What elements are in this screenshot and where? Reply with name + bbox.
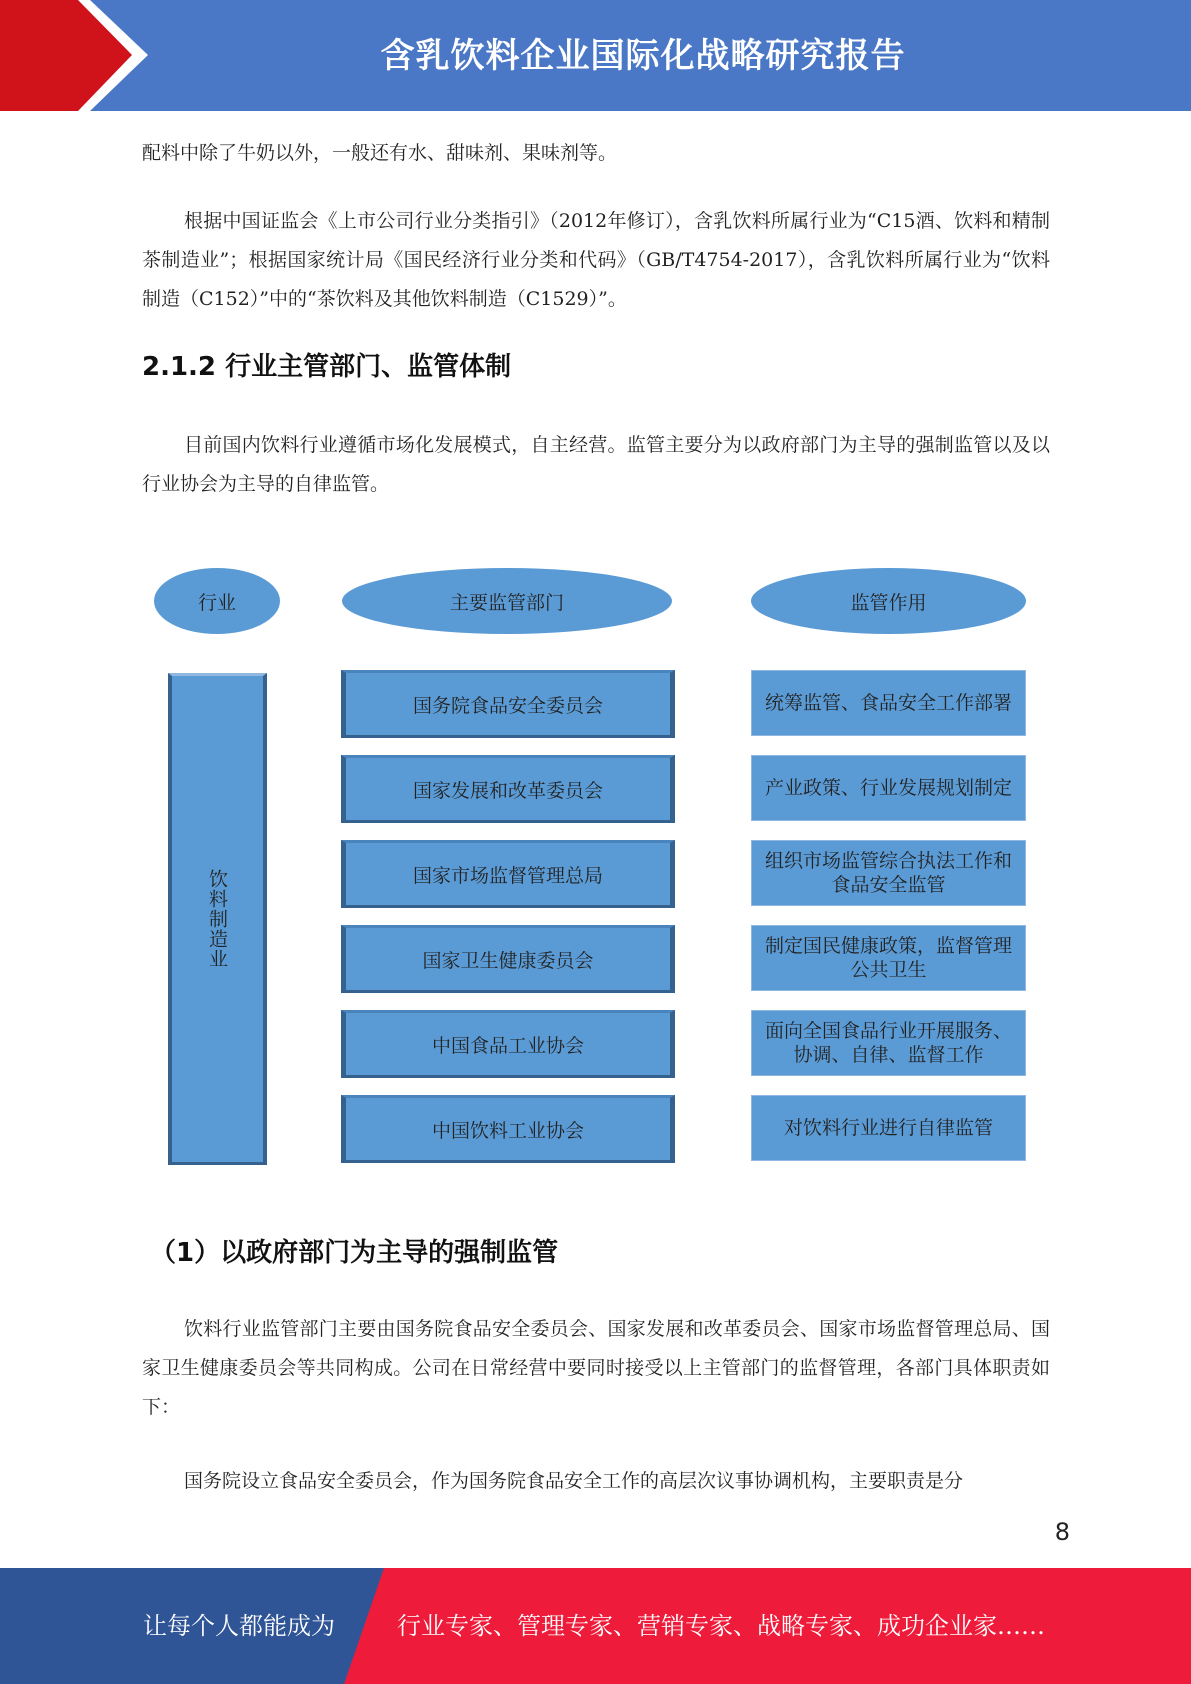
role-box: 面向全国食品行业开展服务、协调、自律、监督工作 [751, 1010, 1026, 1076]
paragraph-food-safety-committee: 国务院设立食品安全委员会，作为国务院食品安全工作的高层次议事协调机构，主要职责是分 [184, 1470, 964, 1492]
role-box: 组织市场监管综合执法工作和食品安全监管 [751, 840, 1026, 906]
department-box: 国家市场监督管理总局 [341, 840, 675, 908]
role-box: 产业政策、行业发展规划制定 [751, 755, 1026, 821]
report-title: 含乳饮料企业国际化战略研究报告 [380, 36, 906, 76]
role-box: 制定国民健康政策，监督管理公共卫生 [751, 925, 1026, 991]
department-box: 国家发展和改革委员会 [341, 755, 675, 823]
role-box: 对饮料行业进行自律监管 [751, 1095, 1026, 1161]
section-heading-government-regulation: （1）以政府部门为主导的强制监管 [150, 1238, 559, 1268]
paragraph-departments: 饮料行业监管部门主要由国务院食品安全委员会、国家发展和改革委员会、国家市场监督管理总局、国家卫生健康委员会等共同构成。公司在日常经营中要同时接受以上主管部门的监督管理，各部门具体职责如下： [142, 1318, 1050, 1418]
department-box: 国家卫生健康委员会 [341, 925, 675, 993]
paragraph-classification: 根据中国证监会《上市公司行业分类指引》（2012年修订），含乳饮料所属行业为“C15酒、饮料和精制茶制造业”；根据国家统计局《国民经济行业分类和代码》（GB/T4754-2017），含乳饮料所属行业为“饮料制造（C152）”中的“茶饮料及其他饮料制造（C1529）”。 [142, 210, 1050, 310]
header-roles-ellipse: 监管作用 [751, 568, 1026, 634]
industry-label: 饮料制造业 [206, 869, 228, 969]
department-box: 国务院食品安全委员会 [341, 670, 675, 738]
role-box: 统筹监管、食品安全工作部署 [751, 670, 1026, 736]
paragraph-ingredients: 配料中除了牛奶以外，一般还有水、甜味剂、果味剂等。 [142, 142, 618, 164]
department-box: 中国饮料工业协会 [341, 1095, 675, 1163]
footer-banner [0, 1568, 1191, 1684]
footer-slogan-right: 行业专家、管理专家、营销专家、战略专家、成功企业家…… [397, 1612, 1045, 1640]
industry-column [168, 673, 267, 1165]
header-departments-ellipse: 主要监管部门 [342, 568, 672, 634]
department-box: 中国食品工业协会 [341, 1010, 675, 1078]
page-number: 8 [1054, 1518, 1070, 1546]
section-heading-2-1-2: 2.1.2 行业主管部门、监管体制 [142, 352, 512, 382]
regulation-diagram [0, 540, 1191, 1180]
header-industry-ellipse: 行业 [154, 568, 280, 634]
paragraph-regulation-overview: 目前国内饮料行业遵循市场化发展模式，自主经营。监管主要分为以政府部门为主导的强制监管以及以行业协会为主导的自律监管。 [142, 434, 1050, 495]
footer-slogan-left: 让每个人都能成为 [143, 1612, 335, 1640]
header-bar [0, 0, 1191, 111]
